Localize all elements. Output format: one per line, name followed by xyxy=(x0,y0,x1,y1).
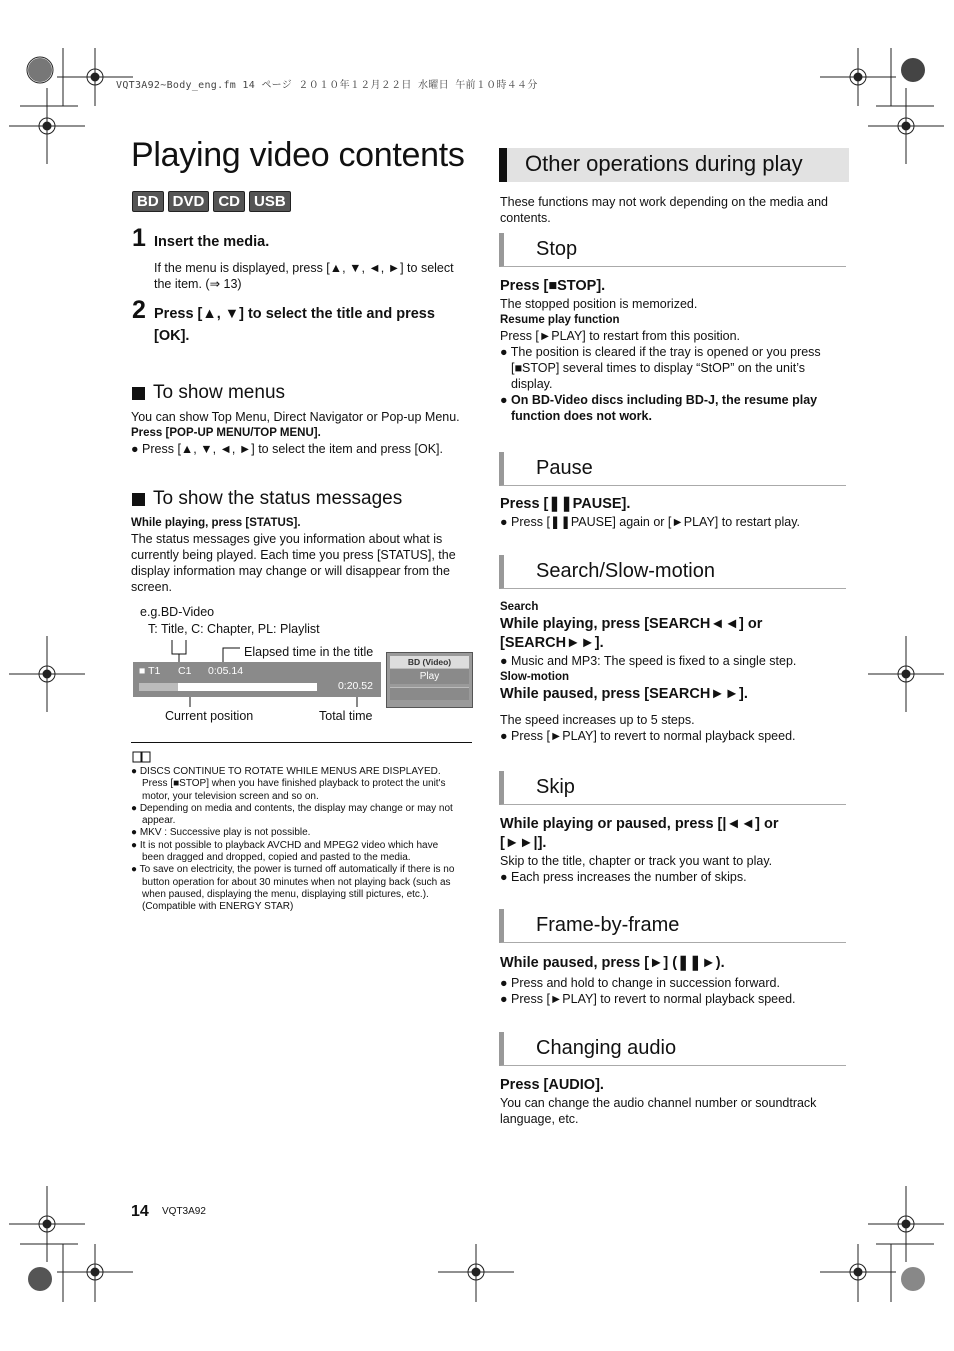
frame-heading: Frame-by-frame xyxy=(499,909,846,943)
note-item: ● DISCS CONTINUE TO ROTATE WHILE MENUS ARE DISPLAYED. Press [■STOP] when you have finished playback to protect the unit's motor, your television screen and so on. xyxy=(131,766,446,802)
search-heading: Search/Slow-motion xyxy=(499,555,846,589)
badge-cd: CD xyxy=(213,191,245,212)
pause-body: Press [❚❚PAUSE]. ● Press [❚❚PAUSE] again or [►PLAY] to restart play. xyxy=(500,496,801,529)
notes-divider xyxy=(131,742,472,743)
osd-side-play: Play xyxy=(390,668,469,684)
total-time-label: Total time xyxy=(319,709,373,723)
current-position-label: Current position xyxy=(165,709,254,723)
badge-bd: BD xyxy=(132,191,164,212)
square-bullet-icon xyxy=(132,387,145,400)
audio-body: Press [AUDIO]. You can change the audio channel number or soundtrack language, etc. xyxy=(500,1077,817,1126)
osd-side-panel xyxy=(386,652,473,708)
model-code: VQT3A92 xyxy=(162,1206,206,1217)
note-item: ● To save on electricity, the power is turned off automatically if there is no button operation for about 30 minutes when not playing back (such as when paused, displaying the menu, displaying still pictures, etc.). (Compatible with ENERGY STAR) xyxy=(131,864,455,913)
skip-heading: Skip xyxy=(499,771,846,805)
pause-heading: Pause xyxy=(499,452,846,486)
section-header: Other operations during play xyxy=(499,148,849,182)
osd-chapter: C1 xyxy=(178,665,192,677)
elapsed-label: Elapsed time in the title xyxy=(244,645,374,659)
badge-usb: USB xyxy=(249,191,291,212)
note-item: ● MKV : Successive play is not possible. xyxy=(131,827,311,839)
page-title: Playing video contents xyxy=(131,136,465,174)
intro-text: These functions may not work depending on the media and contents. xyxy=(500,195,828,225)
osd-progress-fill xyxy=(139,683,178,691)
square-bullet-icon xyxy=(132,493,145,506)
media-badges xyxy=(132,191,291,212)
skip-body: While playing or paused, press [|◄◄] or [►►|]. Skip to the title, chapter or track you want to play. ● Each press increases the number of skips. xyxy=(500,816,779,884)
step-1-number: 1 xyxy=(132,224,146,252)
step-2-heading: Press [▲, ▼] to select the title and press [OK]. xyxy=(154,306,435,344)
osd-side-empty xyxy=(390,687,469,700)
osd-total-time: 0:20.52 xyxy=(337,680,373,692)
menus-body: You can show Top Menu, Direct Navigator or Pop-up Menu. Press [POP-UP MENU/TOP MENU]. ● Press [▲, ▼, ◄, ►] to select the item and press [OK]. xyxy=(131,410,460,456)
stop-body: Press [■STOP]. The stopped position is memorized. Resume play function Press [►PLAY] to restart from this position. ● The position is cleared if the tray is opened or you press [■STOP] several times to display “StOP” on the unit’s display. ● On BD-Video discs including BD-J, the resume play function does not work. xyxy=(500,278,821,423)
file-header: VQT3A92~Body_eng.fm 14 ページ ２０１０年１２月２２日 水曜日 午前１０時４４分 xyxy=(116,80,538,91)
stop-heading: Stop xyxy=(499,233,846,267)
status-heading: To show the status messages xyxy=(132,488,402,510)
note-item: ● It is not possible to playback AVCHD and MPEG2 video which have been dragged and dropped, copied and pasted to the media. xyxy=(131,839,439,864)
legend-text: T: Title, C: Chapter, PL: Playlist xyxy=(148,622,320,636)
osd-elapsed-time: 0:05.14 xyxy=(208,665,244,677)
step-2-number: 2 xyxy=(132,296,146,324)
example-label: e.g.BD-Video xyxy=(140,605,215,619)
menus-heading: To show menus xyxy=(132,382,285,404)
frame-body: While paused, press [►] (❚❚►). ● Press and hold to change in succession forward. ● Press [►PLAY] to revert to normal playback speed. xyxy=(500,955,796,1006)
step-1-heading: Insert the media. xyxy=(154,234,270,250)
osd-side-title: BD (Video) xyxy=(390,656,469,668)
step-1-text: If the menu is displayed, press [▲, ▼, ◄, ►] to select the item. (⇒ 13) xyxy=(154,261,454,291)
book-icon xyxy=(132,751,152,763)
audio-heading: Changing audio xyxy=(499,1032,846,1066)
osd-progress-track xyxy=(139,683,317,691)
status-osd-bar xyxy=(133,662,381,697)
page-number: 14 xyxy=(131,1203,149,1220)
badge-dvd: DVD xyxy=(168,191,210,212)
notes-list xyxy=(131,766,476,914)
note-item: ● Depending on media and contents, the display may change or may not appear. xyxy=(131,802,453,827)
status-body: While playing, press [STATUS]. The status messages give you information about what is currently being played. Each time you press [STATUS], the display information may change or will disappear from the screen. xyxy=(131,517,456,594)
osd-title: ■ T1 xyxy=(139,665,161,677)
search-body: Search While playing, press [SEARCH◄◄] or [SEARCH►►]. ● Music and MP3: The speed is fixed to a single step. Slow-motion While paused, press [SEARCH►►]. The speed increases up to 5 steps. ● Press [►PLAY] to revert to normal playback speed. xyxy=(500,601,797,743)
